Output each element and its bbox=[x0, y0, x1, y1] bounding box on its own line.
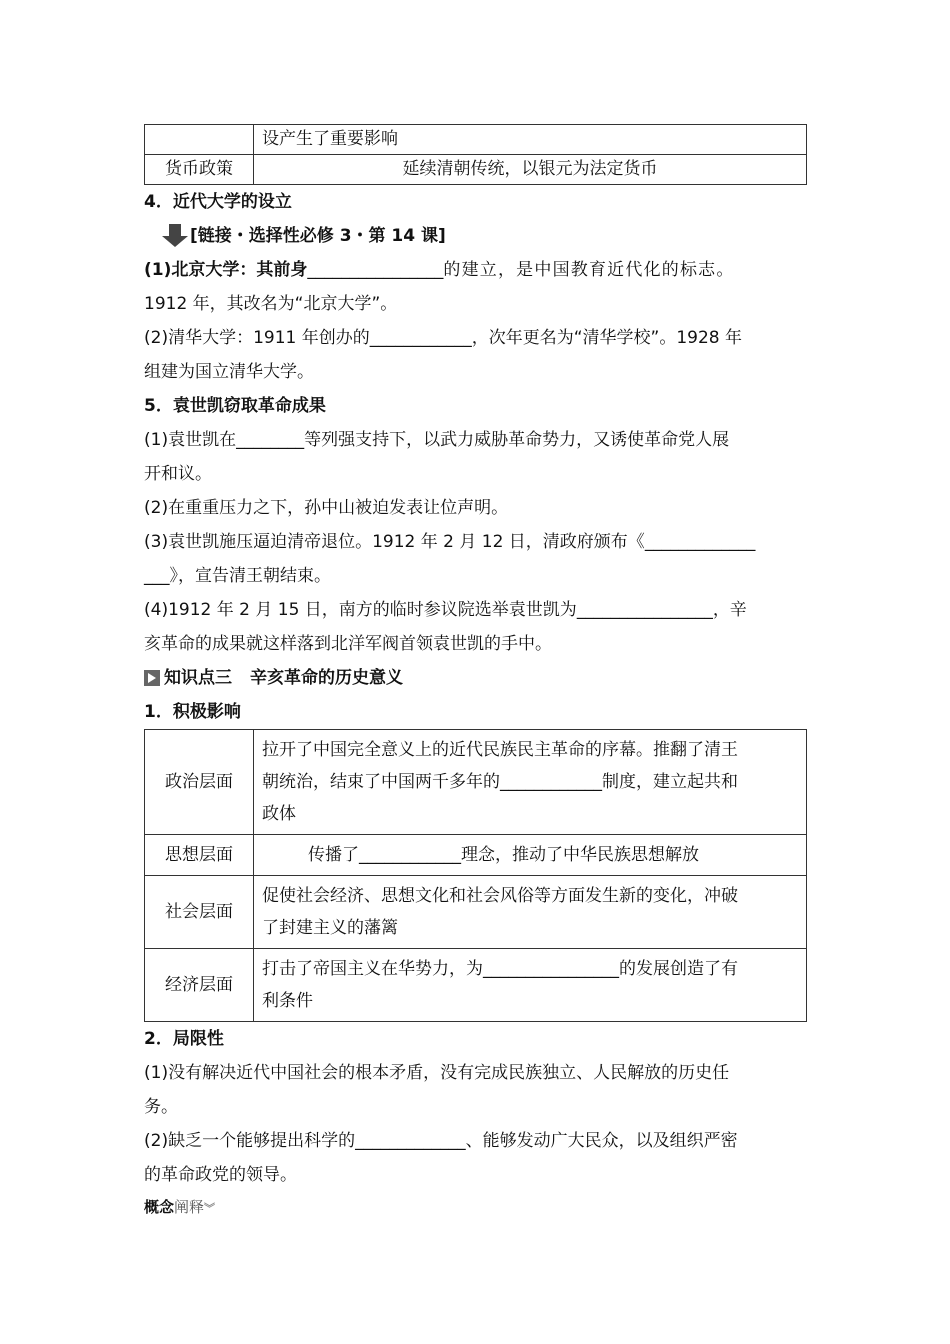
table-row bbox=[145, 835, 807, 876]
paragraph: (3)袁世凯施压逼迫清帝退位。1912 年 2 月 12 日，清政府颁布《_____________ bbox=[144, 532, 756, 552]
paragraph: ___》，宣告清王朝结束。 bbox=[144, 566, 331, 586]
section-heading: 4．近代大学的设立 bbox=[144, 192, 292, 212]
table-label: 经济层面 bbox=[145, 949, 254, 1022]
fill-blank: _____________ bbox=[355, 1131, 466, 1151]
paragraph: 组建为国立清华大学。 bbox=[144, 362, 314, 382]
subsection-heading: 1．积极影响 bbox=[144, 702, 241, 722]
impact-table bbox=[144, 729, 807, 1022]
table-label: 社会层面 bbox=[145, 876, 254, 949]
fill-blank: ____________ bbox=[500, 772, 602, 792]
table-row bbox=[145, 730, 807, 835]
chevron-down-icon: ︾ bbox=[204, 1202, 216, 1215]
fill-blank: ___ bbox=[144, 566, 170, 586]
policy-table bbox=[144, 124, 807, 185]
fill-blank: ________________ bbox=[576, 600, 713, 620]
knowledge-point-heading: 知识点三 辛亥革命的历史意义 bbox=[144, 661, 808, 695]
link-text: [链接・选择性必修 3・第 14 课] bbox=[190, 226, 446, 246]
fill-blank: _____________ bbox=[644, 532, 756, 552]
document-page bbox=[144, 124, 808, 1224]
fill-blank: ________ bbox=[236, 430, 305, 450]
paragraph: 开和议。 bbox=[144, 464, 212, 484]
table-cell: 延续清朝传统，以银元为法定货币 bbox=[254, 155, 807, 185]
table-label: 思想层面 bbox=[145, 835, 254, 876]
play-triangle-icon bbox=[144, 670, 160, 686]
table-row bbox=[145, 155, 807, 185]
paragraph: 务。 bbox=[144, 1097, 178, 1117]
paragraph: (2)在重重压力之下，孙中山被迫发表让位声明。 bbox=[144, 498, 509, 518]
paragraph: 亥革命的成果就这样落到北洋军阀首领袁世凯的手中。 bbox=[144, 634, 552, 654]
table-cell: 促使社会经济、思想文化和社会风俗等方面发生新的变化，冲破 了封建主义的藩篱 bbox=[254, 876, 807, 949]
paragraph: (1)没有解决近代中国社会的根本矛盾，没有完成民族独立、人民解放的历史任 bbox=[144, 1063, 730, 1083]
table-cell: 设产生了重要影响 bbox=[254, 125, 807, 155]
paragraph: (4)1912 年 2 月 15 日，南方的临时参议院选举袁世凯为________________，辛 bbox=[144, 600, 747, 620]
paragraph: (2)清华大学：1911 年创办的____________，次年更名为“清华学校”。1928 年 bbox=[144, 328, 743, 348]
paragraph: (1)袁世凯在________等列强支持下，以武力威胁革命势力，又诱使革命党人展 bbox=[144, 430, 730, 450]
table-row bbox=[145, 876, 807, 949]
paragraph: 1912 年，其改名为“北京大学”。 bbox=[144, 294, 398, 314]
textbook-link bbox=[144, 219, 808, 253]
paragraph: (1)北京大学：其前身________________的建立，是中国教育近代化的标志。 bbox=[144, 260, 735, 280]
down-arrow-icon bbox=[162, 224, 188, 248]
table-label: 货币政策 bbox=[145, 155, 254, 185]
table-row bbox=[145, 949, 807, 1022]
paragraph: 的革命政党的领导。 bbox=[144, 1165, 297, 1185]
concept-explanation-toggle[interactable]: 概念阐释︾ bbox=[144, 1198, 216, 1216]
subsection-heading: 2．局限性 bbox=[144, 1029, 224, 1049]
table-cell: 打击了帝国主义在华势力，为________________的发展创造了有 利条件 bbox=[254, 949, 807, 1022]
table-row bbox=[145, 125, 807, 155]
fill-blank: ________________ bbox=[483, 959, 619, 979]
paragraph: (2)缺乏一个能够提出科学的_____________、能够发动广大民众，以及组织严密 bbox=[144, 1131, 738, 1151]
table-label: 政治层面 bbox=[145, 730, 254, 835]
fill-blank: ____________ bbox=[359, 845, 461, 865]
fill-blank: ________________ bbox=[307, 260, 444, 280]
fill-blank: ____________ bbox=[369, 328, 472, 348]
table-label bbox=[145, 125, 254, 155]
table-cell: 传播了____________理念，推动了中华民族思想解放 bbox=[254, 835, 807, 876]
section-heading: 5．袁世凯窃取革命成果 bbox=[144, 396, 326, 416]
table-cell: 拉开了中国完全意义上的近代民族民主革命的序幕。推翻了清王 朝统治，结束了中国两千多年的____________制度，建立起共和 政体 bbox=[254, 730, 807, 835]
